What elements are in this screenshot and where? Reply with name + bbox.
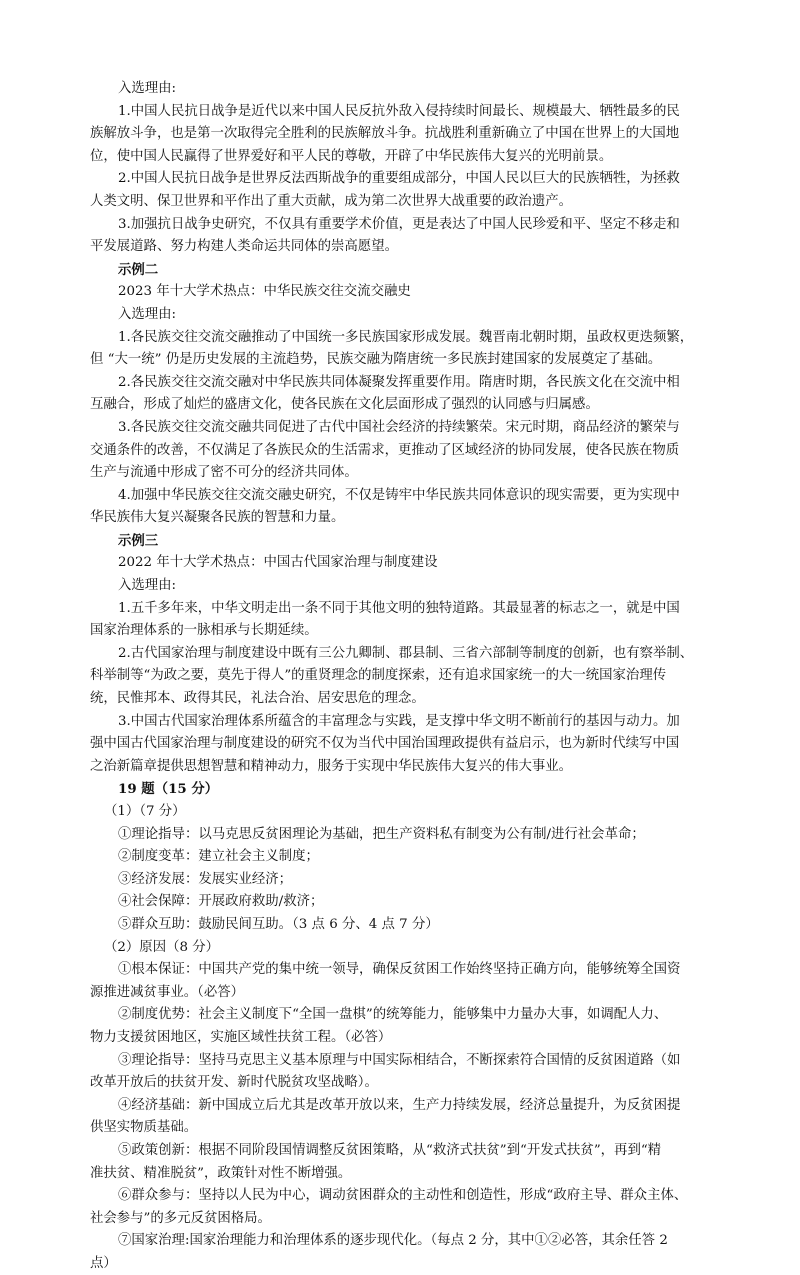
text-line: 平发展道路、努力构建人类命运共同体的崇高愿望。 bbox=[90, 239, 398, 255]
text-line: 1.各民族交往交流交融推动了中国统一多民族国家形成发展。魏晋南北朝时期，虽政权更迭频繁， bbox=[118, 329, 694, 345]
text-line: 供坚实物质基础。 bbox=[90, 1120, 198, 1136]
section-heading: 19 题（15 分） bbox=[118, 781, 219, 798]
text-line: 3.中国古代国家治理体系所蕴含的丰富理念与实践，是支撑中华文明不断前行的基因与动力。加 bbox=[118, 713, 680, 729]
text-line: 华民族伟大复兴凝聚各民族的智慧和力量。 bbox=[90, 510, 345, 526]
text-line: 强中国古代国家治理与制度建设的研究不仅为当代中国治国理政提供有益启示，也为新时代续写中国 bbox=[90, 736, 680, 752]
text-line: 生产与流通中形成了密不可分的经济共同体。 bbox=[90, 465, 358, 481]
text-line: ③经济发展：发展实业经济； bbox=[118, 871, 293, 887]
text-line: 改革开放后的扶贫开发、新时代脱贫攻坚战略）。 bbox=[90, 1075, 378, 1091]
text-line: 交通条件的改善，不仅满足了各族民众的生活需求，更推动了区域经济的协同发展，使各民族在物质 bbox=[90, 442, 680, 458]
text-line: 入选理由: bbox=[118, 578, 177, 594]
text-line: 社会参与”的多元反贫困格局。 bbox=[90, 1210, 271, 1226]
document-page bbox=[90, 78, 722, 1275]
text-line: 点） bbox=[90, 1255, 117, 1271]
text-line: 入选理由: bbox=[118, 81, 177, 96]
text-line: 物力支援贫困地区，实施区域性扶贫工程。（必答） bbox=[90, 1029, 392, 1045]
text-line: ④经济基础：新中国成立后尤其是改革开放以来，生产力持续发展，经济总量提升，为反贫困提 bbox=[118, 1097, 681, 1113]
text-line: ⑦国家治理:国家治理能力和治理体系的逐步现代化。（每点 2 分，其中①②必答，其余任答 2 bbox=[118, 1233, 668, 1249]
text-line: 但 “大一统” 仍是历史发展的主流趋势，民族交融为隋唐统一多民族封建国家的发展奠定了基础。 bbox=[90, 352, 662, 368]
text-line: 3.加强抗日战争史研究，不仅具有重要学术价值，更是表达了中国人民珍爱和平、坚定不移走和 bbox=[118, 216, 680, 232]
text-line: ④社会保障：开展政府救助/救济； bbox=[118, 894, 324, 910]
text-line: 3.各民族交往交流交融共同促进了古代中国社会经济的持续繁荣。宋元时期，商品经济的繁荣与 bbox=[118, 419, 680, 435]
text-line: ①根本保证：中国共产党的集中统一领导，确保反贫困工作始终坚持正确方向，能够统筹全国资 bbox=[118, 962, 681, 978]
text-line: ③理论指导：坚持马克思主义基本原理与中国实际相结合，不断探索符合国情的反贫困道路（如 bbox=[118, 1052, 681, 1068]
text-line: 统，民惟邦本、政得其民，礼法合治、居安思危的理念。 bbox=[90, 691, 425, 707]
text-line: 人类文明、保卫世界和平作出了重大贡献，成为第二次世界大战重要的政治遗产。 bbox=[90, 193, 573, 209]
text-line: 1.中国人民抗日战争是近代以来中国人民反抗外敌入侵持续时间最长、规模最大、牺牲最多的民 bbox=[118, 103, 680, 119]
text-line: 互融合，形成了灿烂的盛唐文化，使各民族在文化层面形成了强烈的认同感与归属感。 bbox=[90, 397, 599, 413]
text-line: ⑤群众互助：鼓励民间互助。（3 点 6 分、4 点 7 分） bbox=[118, 916, 439, 932]
text-line: 2.中国人民抗日战争是世界反法西斯战争的重要组成部分，中国人民以巨大的民族牺牲，为拯救 bbox=[118, 171, 680, 187]
text-line: ⑥群众参与：坚持以人民为中心，调动贫困群众的主动性和创造性，形成“政府主导、群众主体、 bbox=[118, 1188, 688, 1204]
text-line: 科举制等“为政之要，莫先于得人”的重贤理念的制度探索，还有追求国家统一的大一统国家治理传 bbox=[90, 668, 667, 684]
text-line: 2.各民族交往交流交融对中华民族共同体凝聚发挥重要作用。隋唐时期，各民族文化在交流中相 bbox=[118, 374, 680, 390]
text-line: 入选理由: bbox=[118, 306, 177, 322]
text-line: ①理论指导：以马克思反贫困理论为基础，把生产资料私有制变为公有制/进行社会革命； bbox=[118, 826, 645, 842]
section-heading: 示例二 bbox=[118, 261, 159, 278]
text-line: （1）（7 分） bbox=[104, 804, 186, 819]
text-line: ⑤政策创新：根据不同阶段国情调整反贫困策略，从“救济式扶贫”到“开发式扶贫”，再到“精 bbox=[118, 1142, 662, 1158]
text-line: ②制度变革：建立社会主义制度； bbox=[118, 849, 319, 865]
text-line: ②制度优势：社会主义制度下“全国一盘棋”的统筹能力，能够集中力量办大事，如调配人力、 bbox=[118, 1007, 668, 1023]
text-line: 族解放斗争，也是第一次取得完全胜利的民族解放斗争。抗战胜利重新确立了中国在世界上的大国地 bbox=[90, 126, 680, 142]
section-heading: 示例三 bbox=[118, 532, 159, 549]
text-line: 之治新篇章提供思想智慧和精神动力，服务于实现中华民族伟大复兴的伟大事业。 bbox=[90, 758, 573, 774]
text-line: 2023 年十大学术热点：中华民族交往交流交融史 bbox=[118, 284, 411, 300]
text-line: 1.五千多年来，中华文明走出一条不同于其他文明的独特道路。其最显著的标志之一，就是中国 bbox=[118, 600, 680, 616]
text-line: 2022 年十大学术热点：中国古代国家治理与制度建设 bbox=[118, 555, 438, 571]
text-line: 源推进减贫事业。（必答） bbox=[90, 984, 244, 1000]
text-line: （2）原因（8 分） bbox=[104, 939, 220, 955]
text-line: 4.加强中华民族交往交流交融史研究，不仅是铸牢中华民族共同体意识的现实需要，更为实现中 bbox=[118, 487, 680, 503]
text-line: 位，使中国人民赢得了世界爱好和平人民的尊敬，开辟了中华民族伟大复兴的光明前景。 bbox=[90, 148, 613, 164]
text-line: 国家治理体系的一脉相承与长期延续。 bbox=[90, 623, 318, 639]
text-line: 准扶贫、精准脱贫”，政策针对性不断增强。 bbox=[90, 1165, 352, 1181]
text-line: 2.古代国家治理与制度建设中既有三公九卿制、郡县制、三省六部制等制度的创新，也有察举制、 bbox=[118, 645, 694, 661]
